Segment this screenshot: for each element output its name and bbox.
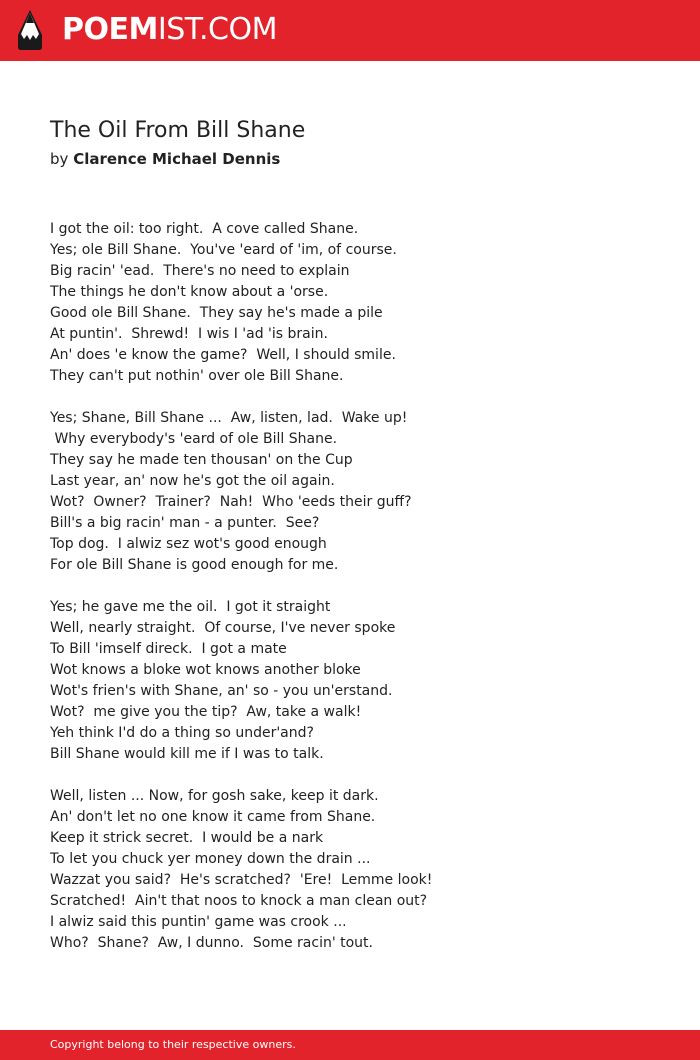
poem-line: Who? Shane? Aw, I dunno. Some racin' tout. (50, 935, 373, 951)
copyright-notice: Copyright belong to their respective owners. (50, 1038, 296, 1051)
poem-line: Wot? Owner? Trainer? Nah! Who 'eeds their guff? (50, 494, 412, 510)
poem-line: They can't put nothin' over ole Bill Shane. (50, 368, 344, 384)
poem-line: Bill Shane would kill me if I was to talk. (50, 746, 324, 762)
poem-byline (50, 148, 280, 170)
poem-line: Keep it strick secret. I would be a nark (50, 830, 324, 846)
site-header (0, 0, 700, 61)
poem-line: Big racin' 'ead. There's no need to explain (50, 263, 350, 279)
poem-line: Yes; ole Bill Shane. You've 'eard of 'im, of course. (50, 242, 397, 258)
stanza-1 (50, 219, 670, 387)
stanza-4 (50, 786, 670, 954)
logo-rest-text: IST.COM (157, 12, 277, 47)
poem-line: They say he made ten thousan' on the Cup (50, 452, 353, 468)
poem-line: Wot's frien's with Shane, an' so - you un'erstand. (50, 683, 393, 699)
poem-line: To let you chuck yer money down the drain ... (50, 851, 371, 867)
poem-line: Well, nearly straight. Of course, I've never spoke (50, 620, 396, 636)
poem-line: The things he don't know about a 'orse. (50, 284, 329, 300)
poem-line: An' don't let no one know it came from Shane. (50, 809, 376, 825)
site-footer (0, 1030, 700, 1060)
stanza-2 (50, 408, 670, 576)
poem-line: Yeh think I'd do a thing so under'and? (50, 725, 314, 741)
poem-line: Wot? me give you the tip? Aw, take a walk! (50, 704, 362, 720)
poem-line: An' does 'e know the game? Well, I should smile. (50, 347, 396, 363)
poem-line: Good ole Bill Shane. They say he's made a pile (50, 305, 383, 321)
poem-line: At puntin'. Shrewd! I wis I 'ad 'is brain. (50, 326, 328, 342)
poem-line: For ole Bill Shane is good enough for me. (50, 557, 339, 573)
poem-line: Last year, an' now he's got the oil again. (50, 473, 335, 489)
by-label: by (50, 150, 69, 168)
stanza-3 (50, 597, 670, 765)
logo-bold-text: POEM (62, 12, 158, 47)
poem-line: Wot knows a bloke wot knows another bloke (50, 662, 361, 678)
poem-line: To Bill 'imself direck. I got a mate (50, 641, 287, 657)
poem-line: Scratched! Ain't that noos to knock a man clean out? (50, 893, 428, 909)
poem-line: Yes; he gave me the oil. I got it straight (50, 599, 331, 615)
poem-line: I alwiz said this puntin' game was crook ... (50, 914, 347, 930)
poem-line: Yes; Shane, Bill Shane ... Aw, listen, lad. Wake up! (50, 410, 408, 426)
site-logo[interactable] (62, 11, 277, 49)
poem-line: Wazzat you said? He's scratched? 'Ere! Lemme look! (50, 872, 433, 888)
poem-line: Why everybody's 'eard of ole Bill Shane. (50, 431, 338, 447)
poem-line: I got the oil: too right. A cove called Shane. (50, 221, 359, 237)
poem-line: Well, listen ... Now, for gosh sake, keep it dark. (50, 788, 379, 804)
poem-line: Bill's a big racin' man - a punter. See? (50, 515, 320, 531)
pen-nib-logo-icon[interactable] (17, 9, 43, 51)
author-name[interactable]: Clarence Michael Dennis (73, 150, 281, 168)
poem-body (50, 219, 670, 975)
poem-title: The Oil From Bill Shane (50, 118, 306, 143)
poem-line: Top dog. I alwiz sez wot's good enough (50, 536, 327, 552)
